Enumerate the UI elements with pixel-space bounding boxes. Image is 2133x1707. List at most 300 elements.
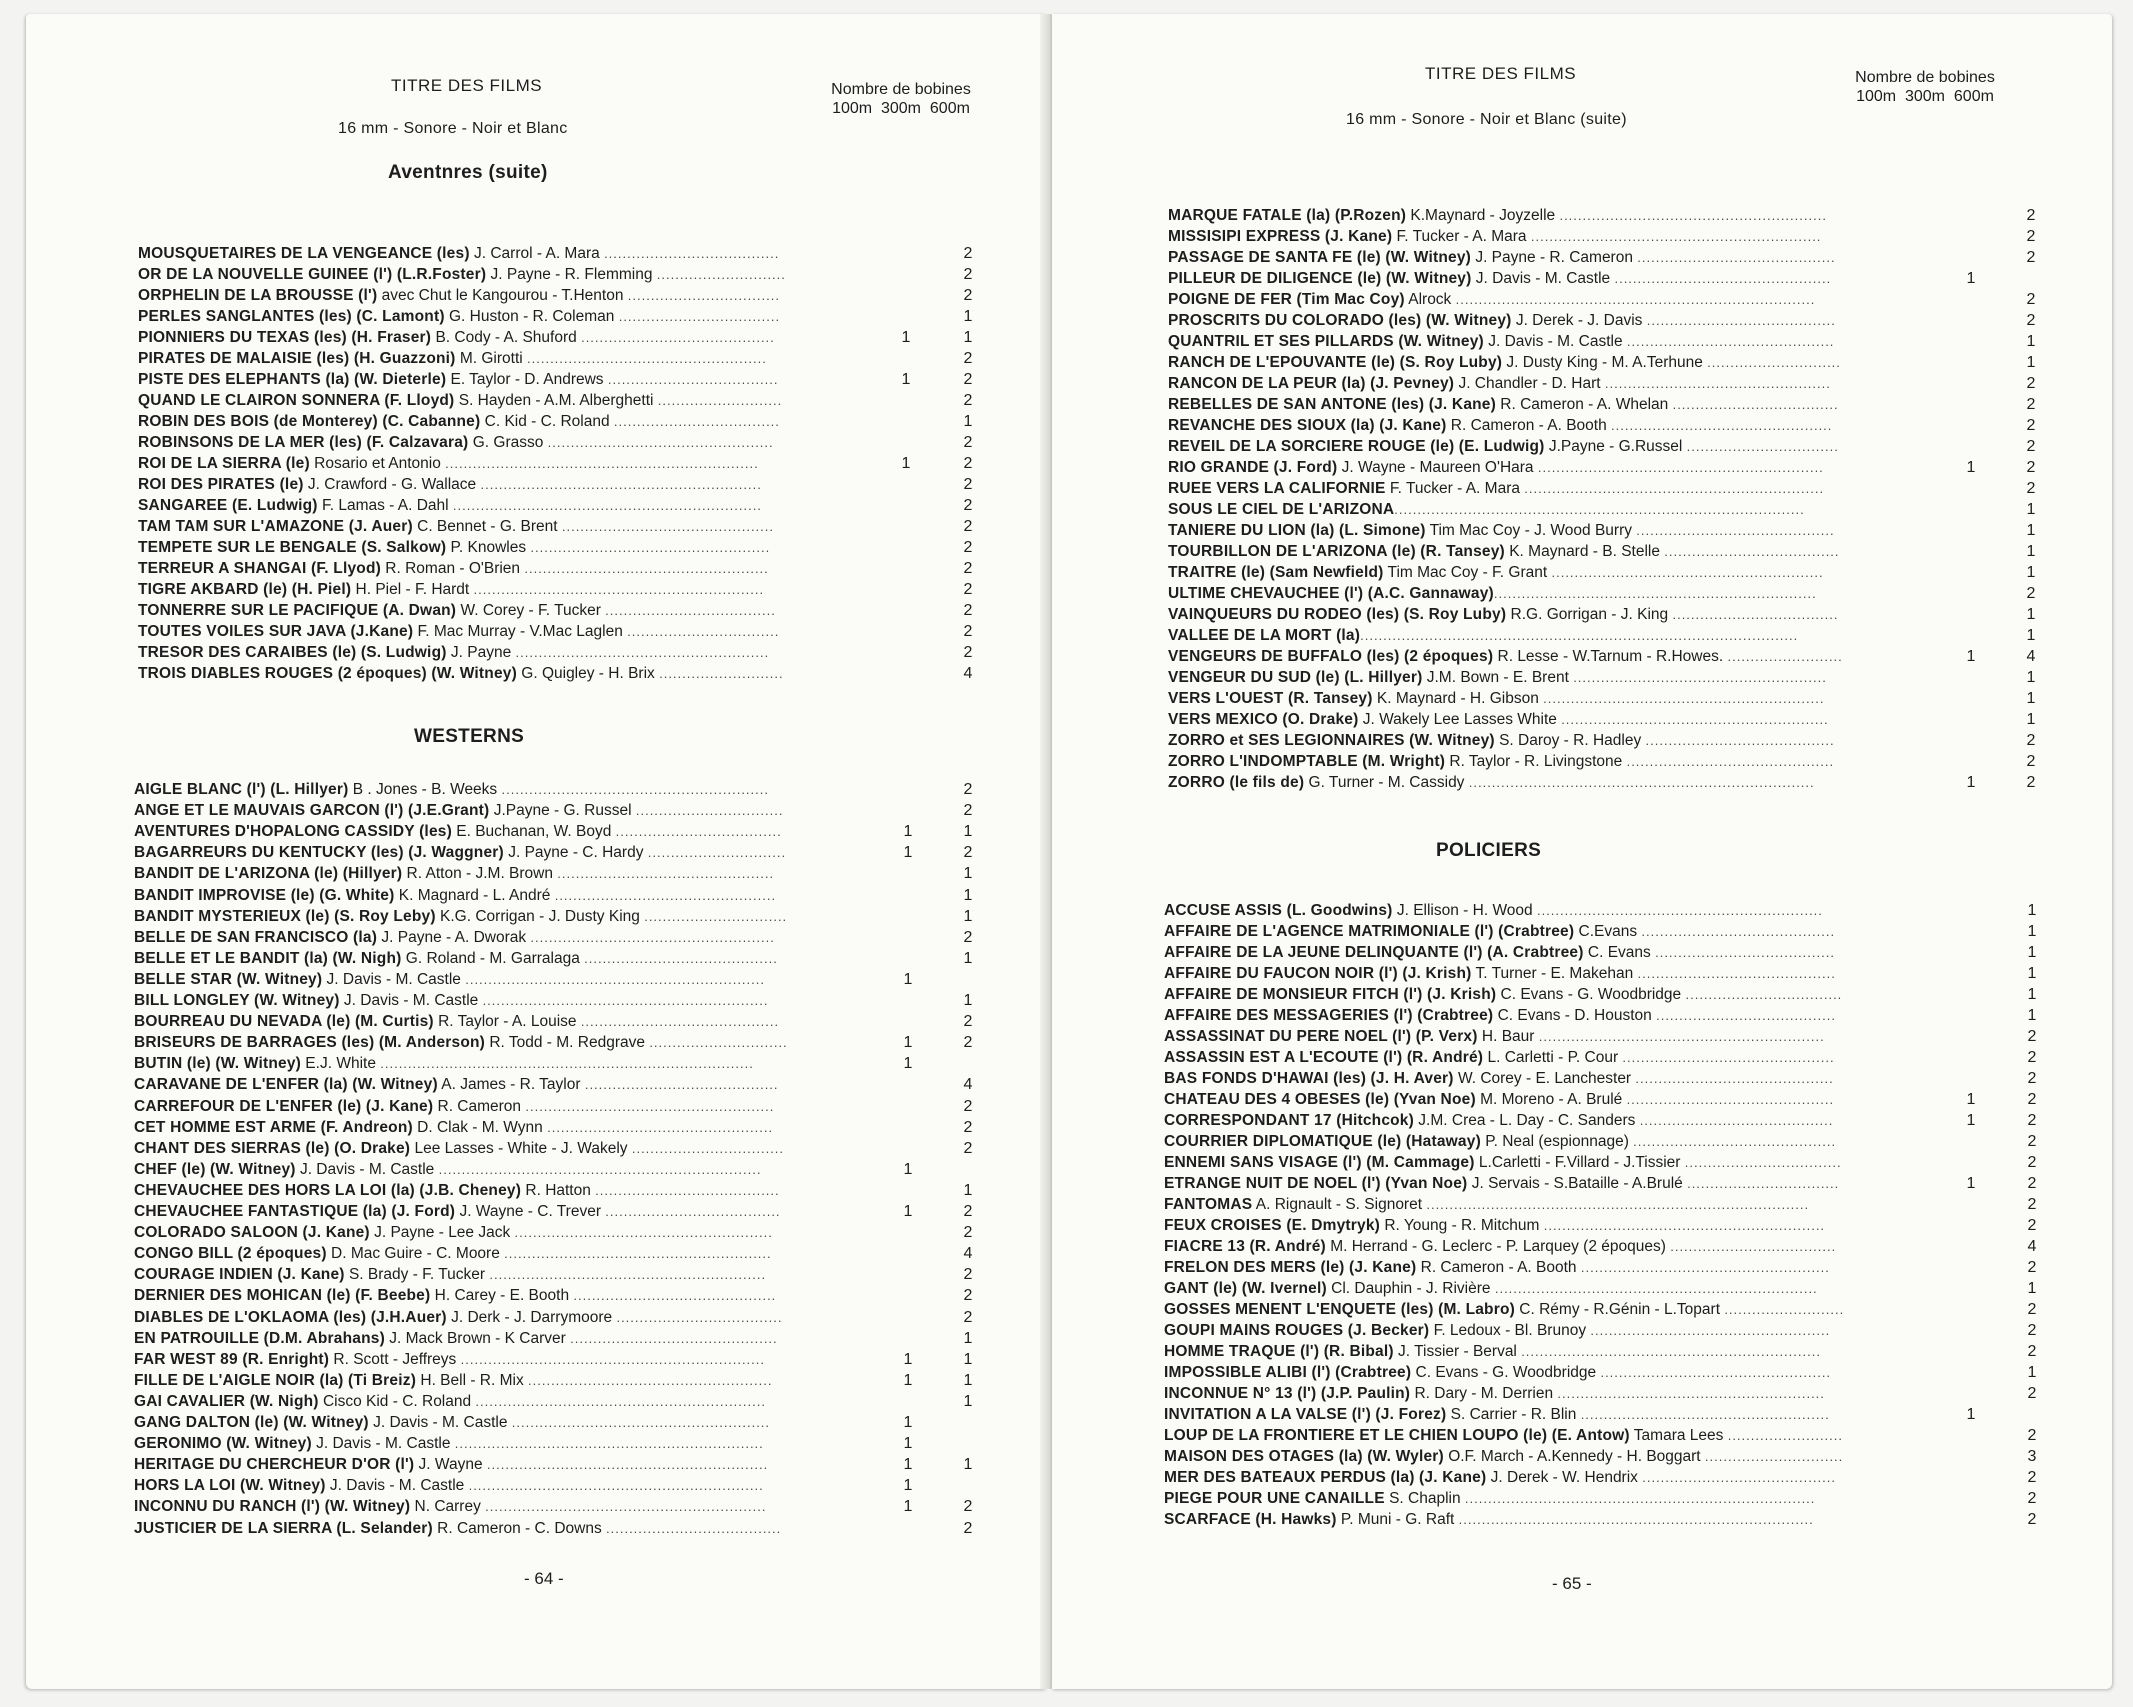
film-entry (134, 1328, 973, 1349)
leader-dots: .......................................................... (1559, 208, 1827, 223)
reels-600m: 1 (2027, 944, 2037, 961)
reels-600m: 2 (2027, 1385, 2037, 1402)
film-cast: G. Huston - R. Coleman (444, 308, 619, 325)
film-title: BANDIT DE L'ARIZONA (le) (Hillyer) (134, 865, 403, 883)
film-title: COLORADO SALOON (J. Kane) (134, 1224, 370, 1242)
film-cast: D. Mac Guire - C. Moore (326, 1245, 505, 1263)
film-cast: Cisco Kid - C. Roland (318, 1392, 476, 1410)
film-cast: J. Ellison - H. Wood (1392, 902, 1537, 919)
film-title: HORS LA LOI (W. Witney) (134, 1477, 326, 1495)
film-title: HOMME TRAQUE (l') (R. Bibal) (1164, 1343, 1394, 1360)
film-entry (138, 348, 973, 369)
reels-600m: 1 (2027, 1007, 2037, 1024)
film-entry (1164, 1446, 2037, 1467)
leader-dots: ...................................... (605, 1204, 781, 1219)
film-entry (1168, 415, 2036, 436)
film-title: ENNEMI SANS VISAGE (l') (M. Cammage) (1164, 1154, 1475, 1171)
film-title: ACCUSE ASSIS (L. Goodwins) (1164, 902, 1393, 919)
film-cast: A. James - R. Taylor (437, 1076, 585, 1094)
film-entry (1164, 1299, 2037, 1320)
film-title: AFFAIRE DE LA JEUNE DELINQUANTE (l') (A. Crabtree) (1164, 944, 1584, 961)
leader-dots: ............................................................................. (1458, 1512, 1814, 1527)
film-cast: P. Muni - G. Raft (1336, 1511, 1459, 1528)
reels-300m: 1 (901, 455, 911, 472)
reels-600m: 2 (963, 802, 973, 820)
film-entry (134, 800, 973, 821)
film-cast: J. Carrol - A. Mara (469, 245, 605, 262)
film-title: INCONNU DU RANCH (l') (W. Witney) (134, 1498, 411, 1516)
film-entry (1168, 310, 2036, 331)
reels-600m: 2 (2027, 1427, 2037, 1444)
leader-dots: ............................................................... (1530, 229, 1822, 244)
film-entry (1168, 205, 2036, 226)
film-title: BILL LONGLEY (W. Witney) (134, 992, 340, 1009)
film-title: FIACRE 13 (R. André) (1164, 1238, 1326, 1255)
film-title: TOURBILLON DE L'ARIZONA (le) (R. Tansey) (1168, 543, 1505, 560)
right-header-title: TITRE DES FILMS (1425, 64, 1577, 83)
reels-300m: 1 (903, 1477, 913, 1495)
reels-300m: 1 (903, 1160, 913, 1178)
leader-dots: ...................................................... (1580, 1407, 1830, 1422)
film-entry (134, 1201, 973, 1222)
film-cast: J.M. Bown - E. Brent (1422, 669, 1574, 686)
film-cast: J. Wayne - Maureen O'Hara (1337, 459, 1538, 476)
leader-dots: ........................................... (1637, 966, 1836, 981)
film-entry (134, 1518, 973, 1539)
film-entry (1164, 1278, 2037, 1299)
leader-dots: ...................................... (1664, 544, 1840, 559)
left-bobines-cols: 100m 300m 600m (832, 100, 970, 117)
leader-dots: ................................................ (554, 887, 777, 903)
film-entry (134, 821, 973, 842)
reels-300m: 1 (903, 1456, 913, 1474)
film-title: VENGEUR DU SUD (le) (L. Hillyer) (1168, 669, 1423, 686)
film-cast: G. Quigley - H. Brix (516, 665, 660, 682)
reels-600m: 1 (963, 329, 973, 346)
leader-dots: ............................................................................ (1464, 1491, 1816, 1506)
reels-300m: 1 (903, 1414, 913, 1431)
film-cast: R. Cameron (433, 1097, 526, 1115)
film-title: TIGRE AKBARD (le) (H. Piel) (138, 581, 352, 598)
film-entry (1164, 1194, 2037, 1215)
film-title: COURAGE INDIEN (J. Kane) (134, 1266, 345, 1284)
film-entry (134, 1370, 973, 1391)
film-entry (1168, 499, 2036, 520)
film-cast: P. Knowles (446, 539, 531, 556)
leader-dots: ..................................................... (524, 561, 769, 576)
leader-dots: ........................................... (1636, 523, 1835, 538)
film-cast: A. Rignault - S. Signoret (1252, 1196, 1427, 1213)
leader-dots: ......................... (1727, 1428, 1843, 1443)
film-cast: J. Payne (446, 644, 516, 661)
leader-dots: ..................................................... (530, 929, 775, 945)
film-entry (1164, 1467, 2037, 1488)
film-cast: K. Maynard - H. Gibson (1372, 690, 1544, 707)
reels-600m: 2 (2027, 1259, 2037, 1276)
film-title: PIONNIERS DU TEXAS (les) (H. Fraser) (138, 329, 432, 346)
leader-dots: ........................................... (1637, 250, 1836, 265)
film-cast: D. Clak - M. Wynn (412, 1118, 548, 1136)
leader-dots: ............................................... (557, 866, 775, 882)
reels-600m: 2 (963, 1224, 973, 1242)
leader-dots: ............................................................. (480, 477, 762, 492)
leader-dots: ........................................................ (511, 1415, 771, 1430)
film-entry (134, 1222, 973, 1243)
film-cast: J.M. Crea - L. Day - C. Sanders (1414, 1112, 1640, 1129)
leader-dots: .......................................................... (1561, 712, 1829, 727)
left-section-westerns-heading: WESTERNS (414, 726, 525, 747)
reels-300m: 1 (1966, 1091, 1976, 1108)
reels-600m: 2 (2026, 312, 2036, 329)
leader-dots: .................................... (616, 1309, 783, 1325)
reels-600m: 1 (2027, 902, 2037, 919)
reels-600m: 2 (963, 581, 973, 598)
film-entry (134, 1117, 973, 1138)
reels-300m: 1 (903, 823, 913, 841)
film-title: PERLES SANGLANTES (les) (C. Lamont) (138, 308, 445, 325)
left-header-title: TITRE DES FILMS (391, 76, 543, 95)
film-title: AIGLE BLANC (l') (L. Hillyer) (134, 781, 349, 798)
film-cast: R. Lesse - W.Tarnum - R.Howes. (1493, 648, 1728, 665)
right-page (1052, 14, 2112, 1689)
reels-600m: 2 (963, 371, 973, 388)
right-bobines-cols: 100m 300m 600m (1856, 88, 1994, 105)
reels-600m: 1 (2026, 333, 2036, 350)
film-entry (134, 779, 973, 800)
film-entry (138, 663, 973, 684)
reels-300m: 1 (1966, 1175, 1976, 1192)
leader-dots: ................................................. (547, 435, 774, 450)
film-entry (138, 642, 973, 663)
film-entry (134, 1032, 973, 1053)
film-entry (138, 579, 973, 600)
film-cast: J. Davis - M. Castle (325, 1477, 469, 1495)
film-entry (134, 927, 973, 948)
film-cast: R. Todd - M. Redgrave (485, 1034, 650, 1052)
film-title: MER DES BATEAUX PERDUS (la) (J. Kane) (1164, 1469, 1487, 1486)
film-title: ZORRO L'INDOMPTABLE (M. Wright) (1168, 753, 1446, 770)
leader-dots: ................................................. (547, 1119, 774, 1135)
film-title: CONGO BILL (2 époques) (134, 1245, 327, 1263)
film-cast: J. Derk - J. Darrymoore (446, 1308, 617, 1326)
leader-dots: ............................................. (1626, 1092, 1835, 1107)
leader-dots: .................................. (1684, 1155, 1842, 1170)
film-title: MOUSQUETAIRES DE LA VENGEANCE (les) (138, 245, 470, 262)
reels-600m: 2 (963, 781, 973, 798)
film-title: TRESOR DES CARAIBES (le) (S. Ludwig) (138, 644, 447, 661)
reels-600m: 2 (2026, 417, 2036, 434)
reels-600m: 2 (2026, 732, 2036, 749)
film-title: SCARFACE (H. Hawks) (1164, 1511, 1337, 1528)
reels-600m: 2 (963, 623, 973, 640)
film-cast: J. Davis - M. Castle (1483, 333, 1627, 350)
film-cast: K. Maynard - B. Stelle (1504, 543, 1665, 560)
leader-dots: ................................................................. (1524, 481, 1825, 496)
leader-dots: ...................................................... (1580, 1260, 1830, 1275)
reels-300m: 1 (903, 1371, 913, 1389)
film-entry (138, 474, 973, 495)
film-entry (134, 1454, 973, 1475)
leader-dots: .............................................................. (1537, 460, 1824, 475)
leader-dots: .................................... (1672, 397, 1839, 412)
leader-dots: .................................... (615, 824, 782, 840)
film-entry (134, 1349, 973, 1370)
left-page-number: - 64 - (524, 1569, 564, 1588)
film-title: AFFAIRE DU FAUCON NOIR (l') (J. Krish) (1164, 965, 1472, 982)
reels-600m: 1 (2027, 923, 2037, 940)
leader-dots: ...................................................................... (1493, 586, 1817, 601)
reels-600m: 1 (963, 907, 973, 925)
reels-600m: 1 (2026, 522, 2036, 539)
leader-dots: ............................................................... (475, 1393, 766, 1409)
reels-600m: 2 (2026, 459, 2036, 476)
film-cast: R. Taylor - A. Louise (433, 1013, 581, 1031)
film-cast: Tim Mac Coy - F. Grant (1383, 564, 1552, 581)
film-title: BELLE STAR (W. Witney) (134, 970, 323, 988)
film-entry (1164, 1341, 2037, 1362)
film-entry (134, 1138, 973, 1159)
film-title: PISTE DES ELEPHANTS (la) (W. Dieterle) (138, 371, 447, 388)
reels-600m: 2 (2026, 753, 2036, 770)
film-title: MAISON DES OTAGES (la) (W. Wyler) (1164, 1448, 1444, 1465)
reels-600m: 1 (2026, 606, 2036, 623)
reels-600m: 1 (963, 413, 973, 430)
film-entry (1168, 520, 2036, 541)
film-entry (134, 863, 973, 884)
film-cast: H. Carey - E. Booth (430, 1287, 574, 1305)
leader-dots: .......................................... (1639, 1113, 1834, 1128)
film-entry (1168, 394, 2036, 415)
leader-dots: ............................................................. (1543, 1218, 1826, 1233)
film-entry (1168, 730, 2036, 751)
film-entry (1164, 1320, 2037, 1341)
film-title: ROBIN DES BOIS (de Monterey) (C. Cabanne) (138, 413, 481, 430)
leader-dots: .................................... (1670, 1239, 1837, 1254)
film-cast: C. Evans - D. Houston (1493, 1007, 1657, 1024)
reels-600m: 1 (963, 308, 973, 325)
film-entry (1164, 1383, 2037, 1404)
reels-600m: 4 (963, 1076, 973, 1094)
film-entry (1168, 436, 2036, 457)
leader-dots: ............................ (656, 267, 786, 282)
reels-600m: 2 (963, 497, 973, 514)
leader-dots: ............................................. (570, 1330, 778, 1346)
left-bobines-label: Nombre de bobines (831, 81, 971, 98)
reels-300m: 1 (903, 1055, 913, 1073)
film-cast: J. Payne - R. Flemming (486, 266, 657, 283)
leader-dots: ............................................................. (1543, 691, 1825, 706)
film-entry (1164, 1257, 2037, 1278)
leader-dots: ................................. (1687, 1176, 1840, 1191)
film-title: REVEIL DE LA SORCIERE ROUGE (le) (E. Ludwig) (1168, 438, 1545, 455)
film-entry (1164, 1404, 1976, 1425)
leader-dots: .................................................... (527, 351, 767, 366)
leader-dots: .......................... (1724, 1302, 1845, 1317)
film-cast: R. Cameron - A. Booth (1446, 417, 1612, 434)
leader-dots: ............................................. (1626, 754, 1835, 769)
leader-dots: ............................................................................................... (1360, 628, 1799, 643)
film-cast: M. Moreno - A. Brulé (1475, 1091, 1627, 1108)
leader-dots: ........................... (659, 666, 784, 681)
film-cast: J. Wayne (414, 1456, 487, 1474)
leader-dots: .............................................................................. (1455, 292, 1816, 307)
reels-600m: 2 (963, 1308, 973, 1326)
film-title: RANCH DE L'EPOUVANTE (le) (S. Roy Luby) (1168, 354, 1503, 371)
film-entry (134, 1159, 913, 1180)
film-cast: S. Daroy - R. Hadley (1494, 732, 1646, 749)
film-cast: F. Tucker - A. Mara (1392, 228, 1531, 245)
film-entry (1168, 583, 2036, 604)
leader-dots: .......................................... (1642, 1470, 1836, 1485)
film-title: BELLE ET LE BANDIT (la) (W. Nigh) (134, 949, 402, 967)
reels-600m: 1 (2027, 1280, 2037, 1297)
film-cast: J. Tissier - Berval (1393, 1343, 1522, 1360)
reels-600m: 2 (2026, 291, 2036, 308)
film-title: TERREUR A SHANGAI (F. Llyod) (138, 560, 381, 577)
leader-dots: ................................................................. (465, 971, 765, 987)
film-cast: F. Lamas - A. Dahl (317, 497, 453, 514)
film-entry (134, 885, 973, 906)
reels-600m: 1 (2026, 627, 2036, 644)
reels-600m: 2 (963, 1034, 973, 1052)
film-cast: L. Carletti - P. Cour (1483, 1049, 1623, 1066)
film-cast: R. Taylor - R. Livingstone (1445, 753, 1627, 770)
left-bobines-header (796, 80, 1006, 118)
film-cast: C. Evans - G. Woodbridge (1496, 986, 1686, 1003)
film-cast: J. Dusty King - M. A.Terhune (1502, 354, 1708, 371)
leader-dots: .......................................... (581, 330, 775, 345)
reels-600m: 1 (2026, 501, 2036, 518)
reels-300m: 1 (903, 1350, 913, 1368)
reels-600m: 2 (2027, 1112, 2037, 1129)
film-title: CARREFOUR DE L'ENFER (le) (J. Kane) (134, 1097, 434, 1115)
right-section-policiers-heading: POLICIERS (1436, 840, 1542, 861)
film-cast: E. Taylor - D. Andrews (446, 371, 608, 388)
leader-dots: ........................................................................... (1468, 775, 1815, 790)
film-cast: B. Cody - A. Shuford (431, 329, 582, 346)
leader-dots: ......................................... (1645, 733, 1835, 748)
film-cast: J. Wayne - C. Trever (455, 1203, 606, 1220)
reels-600m: 2 (963, 1118, 973, 1136)
reels-600m: 2 (963, 1013, 973, 1031)
film-title: IMPOSSIBLE ALIBI (l') (Crabtree) (1164, 1364, 1412, 1381)
reels-600m: 2 (963, 1139, 973, 1157)
film-title: AFFAIRE DE L'AGENCE MATRIMONIALE (l') (Crabtree) (1164, 923, 1575, 940)
leader-dots: .............................. (1704, 1449, 1844, 1464)
leader-dots: ................................................................... (452, 498, 762, 513)
reels-600m: 2 (963, 245, 973, 262)
film-cast: J. Payne - C. Hardy (503, 844, 648, 862)
film-entry (134, 1243, 973, 1264)
reels-600m: 2 (2027, 1343, 2037, 1360)
leader-dots: ......................................... (1646, 313, 1836, 328)
film-title: GANG DALTON (le) (W. Witney) (134, 1414, 369, 1431)
reels-600m: 2 (2026, 375, 2036, 392)
film-title: ASSASSIN EST A L'ECOUTE (l') (R. André) (1164, 1049, 1484, 1066)
film-entry (1164, 984, 2037, 1005)
reels-300m: 1 (1966, 648, 1976, 665)
film-title: BOURREAU DU NEVADA (le) (M. Curtis) (134, 1013, 434, 1031)
leader-dots: ..................................................... (528, 1372, 773, 1388)
leader-dots: ...................................................................... (1494, 1281, 1818, 1296)
film-title: VENGEURS DE BUFFALO (les) (2 époques) (1168, 648, 1494, 665)
film-entry (138, 453, 973, 474)
film-title: GAI CAVALIER (W. Nigh) (134, 1392, 319, 1410)
film-title: GERONIMO (W. Witney) (134, 1435, 312, 1453)
reels-600m: 1 (963, 1371, 973, 1389)
film-cast: J. Payne - A. Dworak (377, 928, 531, 946)
film-entry (1164, 963, 2037, 984)
film-cast: S. Carrier - R. Blin (1446, 1406, 1581, 1423)
film-entry (1164, 1236, 2037, 1257)
leader-dots: ............................................ (573, 1288, 777, 1304)
film-cast: J. Payne - Lee Jack (369, 1224, 515, 1242)
reels-600m: 3 (2027, 1448, 2037, 1465)
film-cast: R. Scott - Jeffreys (329, 1350, 461, 1368)
reels-600m: 2 (963, 350, 973, 367)
film-title: REBELLES DE SAN ANTONE (les) (J. Kane) (1168, 396, 1496, 413)
leader-dots: .................................................. (1600, 1365, 1832, 1380)
film-entry (1164, 1131, 2037, 1152)
reels-600m: 2 (2027, 1217, 2037, 1234)
leader-dots: ........................... (657, 393, 783, 408)
film-title: BRISEURS DE BARRAGES (les) (M. Anderson) (134, 1034, 486, 1052)
reels-600m: 2 (963, 539, 973, 556)
film-entry (1168, 478, 2036, 499)
reels-600m: 4 (963, 665, 973, 682)
film-cast: J. Davis - M. Castle (368, 1414, 512, 1431)
reels-600m: 2 (2027, 1469, 2037, 1486)
leader-dots: ................................................. (1604, 376, 1831, 391)
film-entry (1164, 942, 2037, 963)
film-title: QUANTRIL ET SES PILLARDS (W. Witney) (1168, 333, 1484, 350)
film-cast: J. Wakely Lee Lasses White (1358, 711, 1562, 728)
film-entry (134, 1391, 973, 1412)
leader-dots: ....................................... (1656, 1008, 1836, 1023)
leader-dots: ................................. (1686, 439, 1839, 454)
film-entry (1168, 751, 2036, 772)
film-entry (134, 1475, 913, 1496)
reels-600m: 1 (2026, 564, 2036, 581)
film-cast: E. Buchanan, W. Boyd (451, 823, 616, 841)
reels-300m: 1 (1966, 774, 1976, 791)
film-cast: R. Cameron - A. Whelan (1495, 396, 1673, 413)
film-entry (1164, 1215, 2037, 1236)
film-entry (1164, 1089, 2037, 1110)
reels-600m: 1 (2027, 1364, 2037, 1381)
film-title: SANGAREE (E. Ludwig) (138, 497, 318, 514)
film-cast: R. Atton - J.M. Brown (402, 865, 558, 883)
film-title: POIGNE DE FER (Tim Mac Coy) (1168, 291, 1405, 308)
film-title: ROI DES PIRATES (le) (138, 476, 304, 493)
film-entry (1168, 709, 2036, 730)
film-title: REVANCHE DES SIOUX (la) (J. Kane) (1168, 417, 1447, 434)
film-cast: R. Cameron - A. Booth (1416, 1259, 1581, 1276)
film-cast: T. Turner - E. Makehan (1471, 965, 1638, 982)
film-cast: F. Mac Murray - V.Mac Laglen (413, 623, 628, 640)
film-cast: C.Evans (1574, 923, 1642, 940)
film-cast: P. Neal (espionnage) (1480, 1133, 1634, 1150)
film-cast: R.G. Gorrigan - J. King (1506, 606, 1673, 623)
film-entry (1164, 1047, 2037, 1068)
film-entry (134, 969, 913, 990)
film-cast: M. Girotti (455, 350, 528, 367)
reels-600m: 2 (2027, 1070, 2037, 1087)
film-entry (134, 1096, 973, 1117)
reels-300m: 1 (903, 1203, 913, 1220)
leader-dots: ................................................................................. (380, 1056, 754, 1072)
film-cast: E.J. White (301, 1055, 381, 1073)
